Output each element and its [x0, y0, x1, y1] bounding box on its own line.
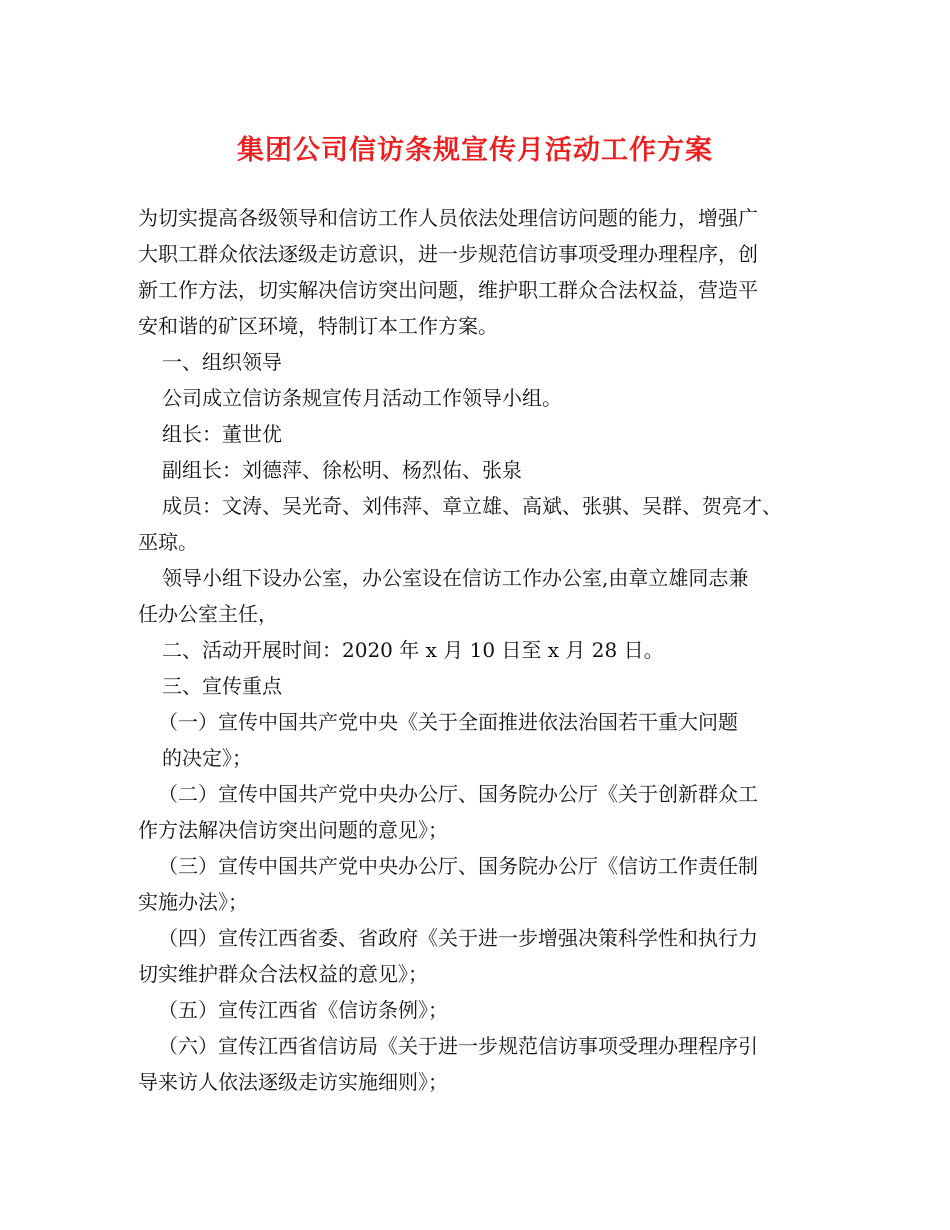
paragraph-line: 组长：董世优	[162, 422, 282, 446]
paragraph-line: 成员：文涛、吴光奇、刘伟萍、章立雄、高斌、张骐、吴群、贺亮才、	[162, 494, 782, 518]
list-item: （二）宣传中国共产党中央办公厅、国务院办公厅《关于创新群众工	[158, 782, 758, 806]
list-item: （五）宣传江西省《信访条例》；	[158, 998, 448, 1022]
list-item: （一）宣传中国共产党中央《关于全面推进依法治国若干重大问题	[158, 710, 738, 734]
document-body	[138, 200, 828, 1100]
paragraph-line: 领导小组下设办公室，办公室设在信访工作办公室,由章立雄同志兼	[162, 566, 749, 590]
document-title: 集团公司信访条规宣传月活动工作方案	[237, 135, 713, 166]
paragraph-line: 新工作方法，切实解决信访突出问题，维护职工群众合法权益，营造平	[138, 278, 758, 302]
paragraph-line: 副组长：刘德萍、徐松明、杨烈佑、张泉	[162, 458, 522, 482]
paragraph-line: 公司成立信访条规宣传月活动工作领导小组。	[162, 386, 562, 410]
list-item-continuation: 切实维护群众合法权益的意见》；	[138, 962, 428, 986]
list-item-continuation: 的决定》；	[162, 746, 252, 770]
paragraph-line: 大职工群众依法逐级走访意识，进一步规范信访事项受理办理程序，创	[138, 242, 758, 266]
list-item-continuation: 作方法解决信访突出问题的意见》；	[138, 818, 448, 842]
list-item-continuation: 导来访人依法逐级走访实施细则》；	[138, 1070, 448, 1094]
paragraph-line: 巫琼。	[138, 530, 198, 554]
section-heading: 二、活动开展时间：2020 年 x 月 10 日至 x 月 28 日。	[162, 638, 664, 662]
list-item: （三）宣传中国共产党中央办公厅、国务院办公厅《信访工作责任制	[158, 854, 758, 878]
section-heading: 一、组织领导	[162, 350, 282, 374]
paragraph-line: 为切实提高各级领导和信访工作人员依法处理信访问题的能力，增强广	[138, 206, 758, 230]
list-item: （四）宣传江西省委、省政府《关于进一步增强决策科学性和执行力	[158, 926, 758, 950]
section-heading: 三、宣传重点	[162, 674, 282, 698]
list-item-continuation: 实施办法》；	[138, 890, 248, 914]
list-item: （六）宣传江西省信访局《关于进一步规范信访事项受理办理程序引	[158, 1034, 758, 1058]
paragraph-line: 安和谐的矿区环境，特制订本工作方案。	[138, 314, 498, 338]
paragraph-line: 任办公室主任，	[138, 602, 278, 626]
